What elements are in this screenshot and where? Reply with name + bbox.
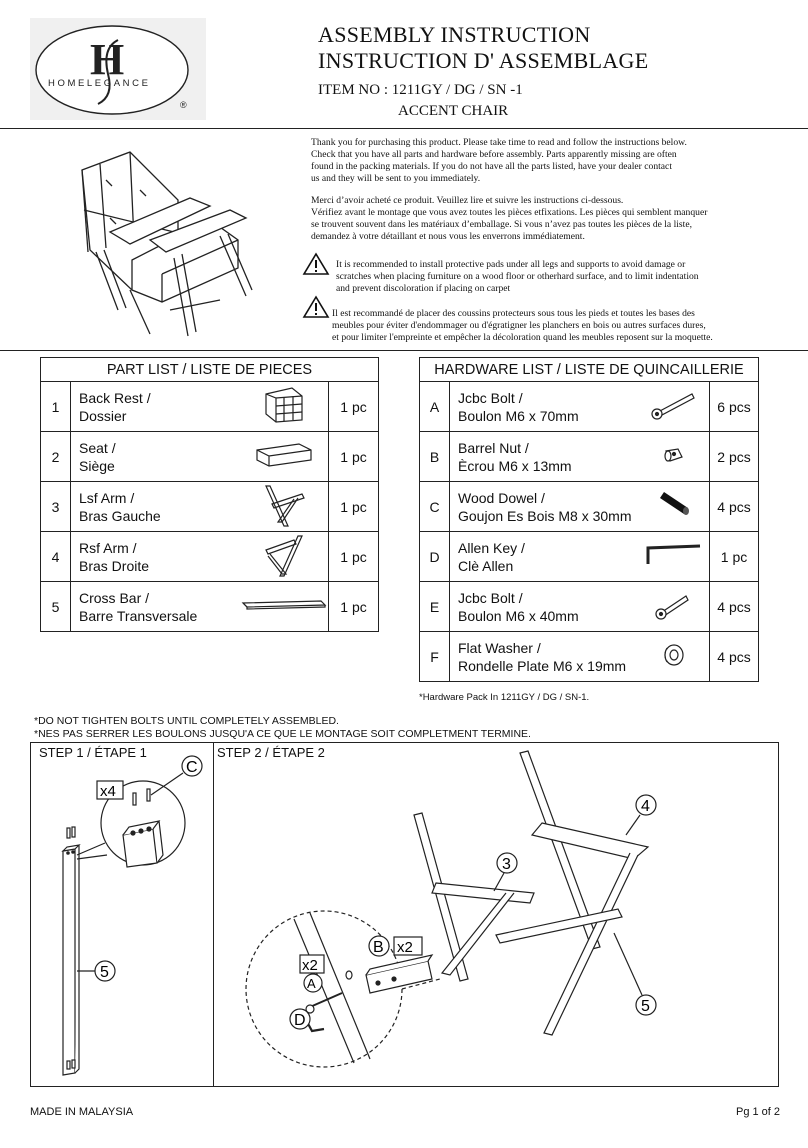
section-divider — [0, 350, 808, 351]
svg-text:5: 5 — [641, 998, 650, 1015]
header-divider — [0, 128, 808, 129]
svg-text:5: 5 — [100, 964, 109, 981]
table-row: 1 Back Rest / Dossier 1 pc — [41, 382, 379, 432]
page-number: Pg 1 of 2 — [736, 1106, 781, 1118]
flat-washer-icon — [640, 632, 710, 682]
svg-text:3: 3 — [502, 856, 511, 873]
svg-text:4: 4 — [641, 798, 650, 815]
right-arm-icon — [241, 532, 329, 582]
warning-english: It is recommended to install protective pads under all legs and supports to avoid damage or scratches when placing furniture on a wood floor or otherhard surface, and to limit indentation and prevent discoloration if placing on carpet — [336, 259, 699, 294]
left-arm-icon — [241, 482, 329, 532]
svg-text:H: H — [90, 35, 125, 84]
svg-text:A: A — [307, 976, 316, 991]
warning-icon — [302, 295, 330, 324]
made-in-label: MADE IN MALAYSIA — [30, 1106, 134, 1118]
bolt-40mm-icon — [640, 582, 710, 632]
step2-illustration — [214, 743, 779, 1086]
hardware-list-table — [419, 357, 759, 682]
logo-text: HOMELEGANCE — [48, 78, 151, 89]
svg-text:B: B — [373, 939, 384, 956]
svg-text:D: D — [294, 1012, 306, 1029]
svg-text:®: ® — [180, 100, 187, 110]
svg-text:x2: x2 — [397, 939, 413, 956]
allen-key-icon — [640, 532, 710, 582]
bolt-70mm-icon — [640, 382, 710, 432]
svg-text:C: C — [186, 759, 198, 776]
warning-icon — [302, 252, 330, 281]
step1-label: STEP 1 / ÉTAPE 1 — [39, 745, 147, 760]
homelegance-logo — [30, 18, 206, 120]
table-row: 4 Rsf Arm / Bras Droite 1 pc — [41, 532, 379, 582]
title-fr: INSTRUCTION D' ASSEMBLAGE — [318, 48, 649, 73]
steps-panel — [30, 742, 779, 1087]
seat-icon — [241, 432, 329, 482]
part-list-title: PART LIST / LISTE DE PIECES — [41, 358, 379, 382]
hardware-pack-note: *Hardware Pack In 1211GY / DG / SN-1. — [419, 692, 590, 703]
table-row: F Flat Washer / Rondelle Plate M6 x 19mm 4 pcs — [420, 632, 759, 682]
table-row: B Barrel Nut / Ècrou M6 x 13mm 2 pcs — [420, 432, 759, 482]
intro-french: Merci d’avoir acheté ce produit. Veuillez lire et suivre les instructions ci-dessous. Vérifiez avant le montage que vous avez toutes les pièces etfixations. Les pièces qui semblent manquer se trouvent souvent dans les matériaux d’emballage. Si vous n’avez pas toutes les pièces de la liste, demandez à votre détaillant et nous vous les enverrons immédiatement. — [311, 195, 708, 242]
svg-text:x4: x4 — [100, 783, 116, 800]
back-rest-icon — [241, 382, 329, 432]
chair-illustration — [70, 140, 270, 345]
table-row: 2 Seat / Siège 1 pc — [41, 432, 379, 482]
cross-bar-icon — [241, 582, 329, 632]
warning-french: Il est recommandé de placer des coussins protecteurs sous tous les pieds et toutes les bases des meubles pour éviter d'endommager ou d'égratigner les planchers en bois ou autres surfaces dures, et pour limiter l'empreinte et empêcher la décoloration quand les meubles reposent sur la moquette. — [332, 308, 713, 343]
product-name: ACCENT CHAIR — [398, 103, 509, 119]
table-row: E Jcbc Bolt / Boulon M6 x 40mm 4 pcs — [420, 582, 759, 632]
step2-label: STEP 2 / ÉTAPE 2 — [217, 745, 325, 760]
table-row: D Allen Key / Clè Allen 1 pc — [420, 532, 759, 582]
table-row: A Jcbc Bolt / Boulon M6 x 70mm 6 pcs — [420, 382, 759, 432]
hardware-list-title: HARDWARE LIST / LISTE DE QUINCAILLERIE — [420, 358, 759, 382]
barrel-nut-icon — [640, 432, 710, 482]
item-number: ITEM NO : 1211GY / DG / SN -1 — [318, 82, 523, 98]
table-row: 5 Cross Bar / Barre Transversale 1 pc — [41, 582, 379, 632]
table-row: C Wood Dowel / Goujon Es Bois M8 x 30mm 4 pcs — [420, 482, 759, 532]
note-english: *DO NOT TIGHTEN BOLTS UNTIL COMPLETELY ASSEMBLED. — [34, 715, 339, 727]
note-french: *NES PAS SERRER LES BOULONS JUSQU'A CE QUE LE MONTAGE SOIT COMPLETMENT TERMINE. — [34, 728, 531, 740]
table-row: 3 Lsf Arm / Bras Gauche 1 pc — [41, 482, 379, 532]
title-en: ASSEMBLY INSTRUCTION — [318, 22, 591, 47]
step1-illustration — [31, 743, 213, 1086]
wood-dowel-icon — [640, 482, 710, 532]
part-list-table — [40, 357, 379, 632]
svg-text:x2: x2 — [302, 957, 318, 974]
intro-english: Thank you for purchasing this product. Please take time to read and follow the instructions below. Check that you have all parts and hardware before assembly. Parts apparently missing are often found in the packing materials. If you do not have all the parts listed, have your dealer contact us and they will be sent to you immediately. — [311, 137, 687, 184]
